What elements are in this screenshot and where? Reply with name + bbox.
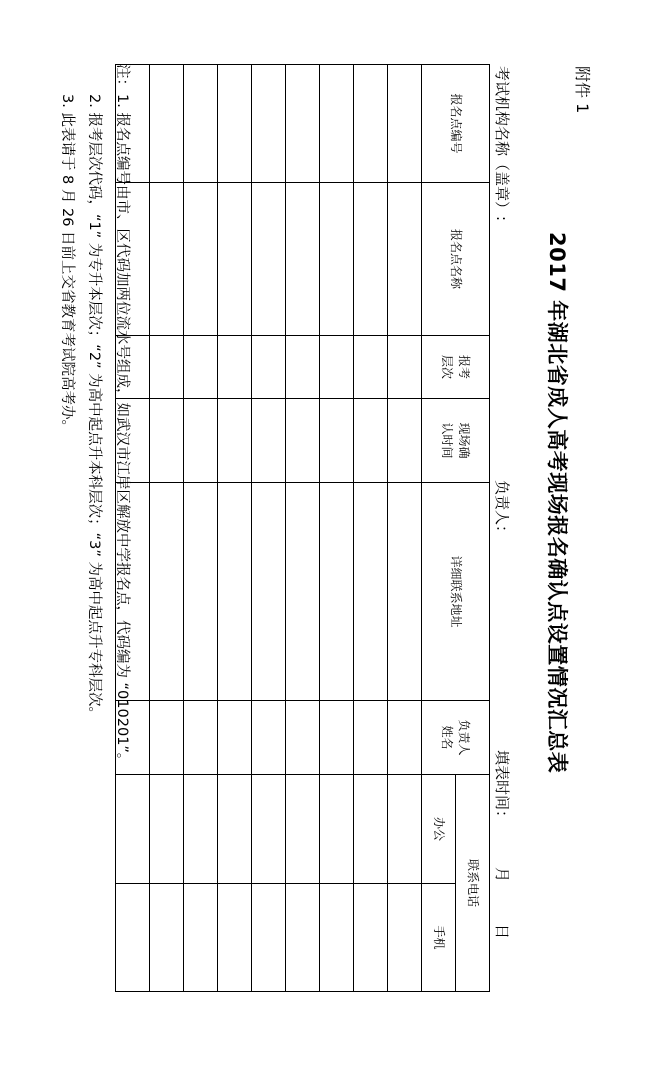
- table-cell: [150, 775, 184, 884]
- table-cell: [286, 884, 320, 992]
- table-cell: [150, 701, 184, 775]
- table-cell: [150, 183, 184, 336]
- table-cell: [252, 884, 286, 992]
- table-cell: [354, 701, 388, 775]
- table-cell: [320, 336, 354, 399]
- table-cell: [388, 183, 422, 336]
- table-cell: [286, 183, 320, 336]
- header-confirm-time-line2: 认时间: [440, 422, 455, 459]
- table-row: [388, 65, 422, 992]
- table-cell: [354, 884, 388, 992]
- table-cell: [286, 701, 320, 775]
- header-level-line1: 报考: [456, 354, 471, 379]
- table-cell: [184, 483, 218, 701]
- table-row: [286, 65, 320, 992]
- header-phone: 联系电话: [456, 775, 490, 992]
- table-cell: [388, 701, 422, 775]
- note-1: [107, 64, 135, 767]
- header-level-line2: 层次: [440, 354, 455, 379]
- table-cell: [184, 701, 218, 775]
- header-code: 报名点编号: [422, 65, 490, 183]
- table-row: [184, 65, 218, 992]
- header-address: 详细联系地址: [422, 483, 490, 701]
- header-name: 报名点名称: [422, 183, 490, 336]
- table-cell: [354, 483, 388, 701]
- table-cell: [320, 183, 354, 336]
- note-3-text: 3. 此表请于 8 月 26 日前上交省教育考试院高考办。: [58, 94, 75, 435]
- table-cell: [388, 775, 422, 884]
- header-person: [422, 701, 490, 775]
- table-cell: [218, 336, 252, 399]
- table-cell: [388, 336, 422, 399]
- note-3: [52, 64, 80, 767]
- table-cell: [286, 336, 320, 399]
- notes: [52, 64, 135, 767]
- day-label: 日: [493, 924, 511, 940]
- header-mobile-phone: 手机: [422, 884, 456, 992]
- table-cell: [218, 884, 252, 992]
- org-name-label: 考试机构名称（盖章）:: [493, 66, 511, 222]
- table-cell: [252, 399, 286, 483]
- table-row: [218, 65, 252, 992]
- table-row: [320, 65, 354, 992]
- table-cell: [116, 884, 150, 992]
- table-cell: [320, 701, 354, 775]
- note-2: [80, 64, 108, 767]
- table-cell: [184, 65, 218, 183]
- fill-time-label: 填表时间：: [493, 750, 511, 826]
- table-cell: [320, 399, 354, 483]
- table-cell: [388, 483, 422, 701]
- table-cell: [218, 183, 252, 336]
- table-cell: [388, 399, 422, 483]
- table-cell: [320, 65, 354, 183]
- table-cell: [218, 399, 252, 483]
- header-level: [422, 336, 490, 399]
- attachment-label: 附件 1: [573, 66, 592, 114]
- table-cell: [354, 65, 388, 183]
- table-cell: [184, 399, 218, 483]
- table-cell: [320, 775, 354, 884]
- table-cell: [150, 483, 184, 701]
- table-row: [150, 65, 184, 992]
- table-cell: [286, 483, 320, 701]
- table-cell: [388, 884, 422, 992]
- table-cell: [218, 701, 252, 775]
- table-cell: [252, 483, 286, 701]
- table-cell: [252, 336, 286, 399]
- header-confirm-time: [422, 399, 490, 483]
- responsible-label: 负责人：: [493, 480, 511, 541]
- table-cell: [286, 65, 320, 183]
- note-2-text: 2. 报考层次代码，“1” 为专升本层次；“2” 为高中起点升本科层次；“3” 为高中起点升专科层次。: [86, 94, 103, 722]
- table-cell: [320, 884, 354, 992]
- table-cell: [218, 65, 252, 183]
- table-cell: [150, 884, 184, 992]
- table-cell: [320, 483, 354, 701]
- header-person-line1: 负责人: [456, 719, 471, 756]
- table-cell: [354, 183, 388, 336]
- table-cell: [388, 65, 422, 183]
- header-office-phone: 办公: [422, 775, 456, 884]
- month-label: 月: [493, 867, 511, 883]
- header-person-line2: 姓名: [440, 725, 455, 750]
- table-cell: [286, 399, 320, 483]
- table-cell: [184, 183, 218, 336]
- table-cell: [252, 701, 286, 775]
- table-cell: [354, 775, 388, 884]
- table-cell: [252, 183, 286, 336]
- table-cell: [286, 775, 320, 884]
- table-cell: [184, 336, 218, 399]
- table-cell: [150, 65, 184, 183]
- table-cell: [150, 399, 184, 483]
- page-title: 2017 年湖北省成人高考现场报名确认点设置情况汇总表: [545, 232, 569, 774]
- table-cell: [218, 775, 252, 884]
- fill-time: [492, 750, 513, 939]
- table-cell: [184, 775, 218, 884]
- table-row: [252, 65, 286, 992]
- table-cell: [218, 483, 252, 701]
- note-1-text: 1. 报名点编号由市、区代码加两位流水号组成，如武汉市江岸区解放中学报名点，代码编为 “010201”。: [114, 94, 130, 768]
- table-cell: [354, 399, 388, 483]
- table-row: [354, 65, 388, 992]
- header-confirm-time-line1: 现场确: [456, 422, 471, 459]
- table-cell: [252, 775, 286, 884]
- table-cell: [116, 775, 150, 884]
- table-cell: [252, 65, 286, 183]
- table-cell: [150, 336, 184, 399]
- table-cell: [354, 336, 388, 399]
- table-cell: [184, 884, 218, 992]
- summary-table: [115, 64, 490, 992]
- note-prefix: 注：: [114, 64, 130, 93]
